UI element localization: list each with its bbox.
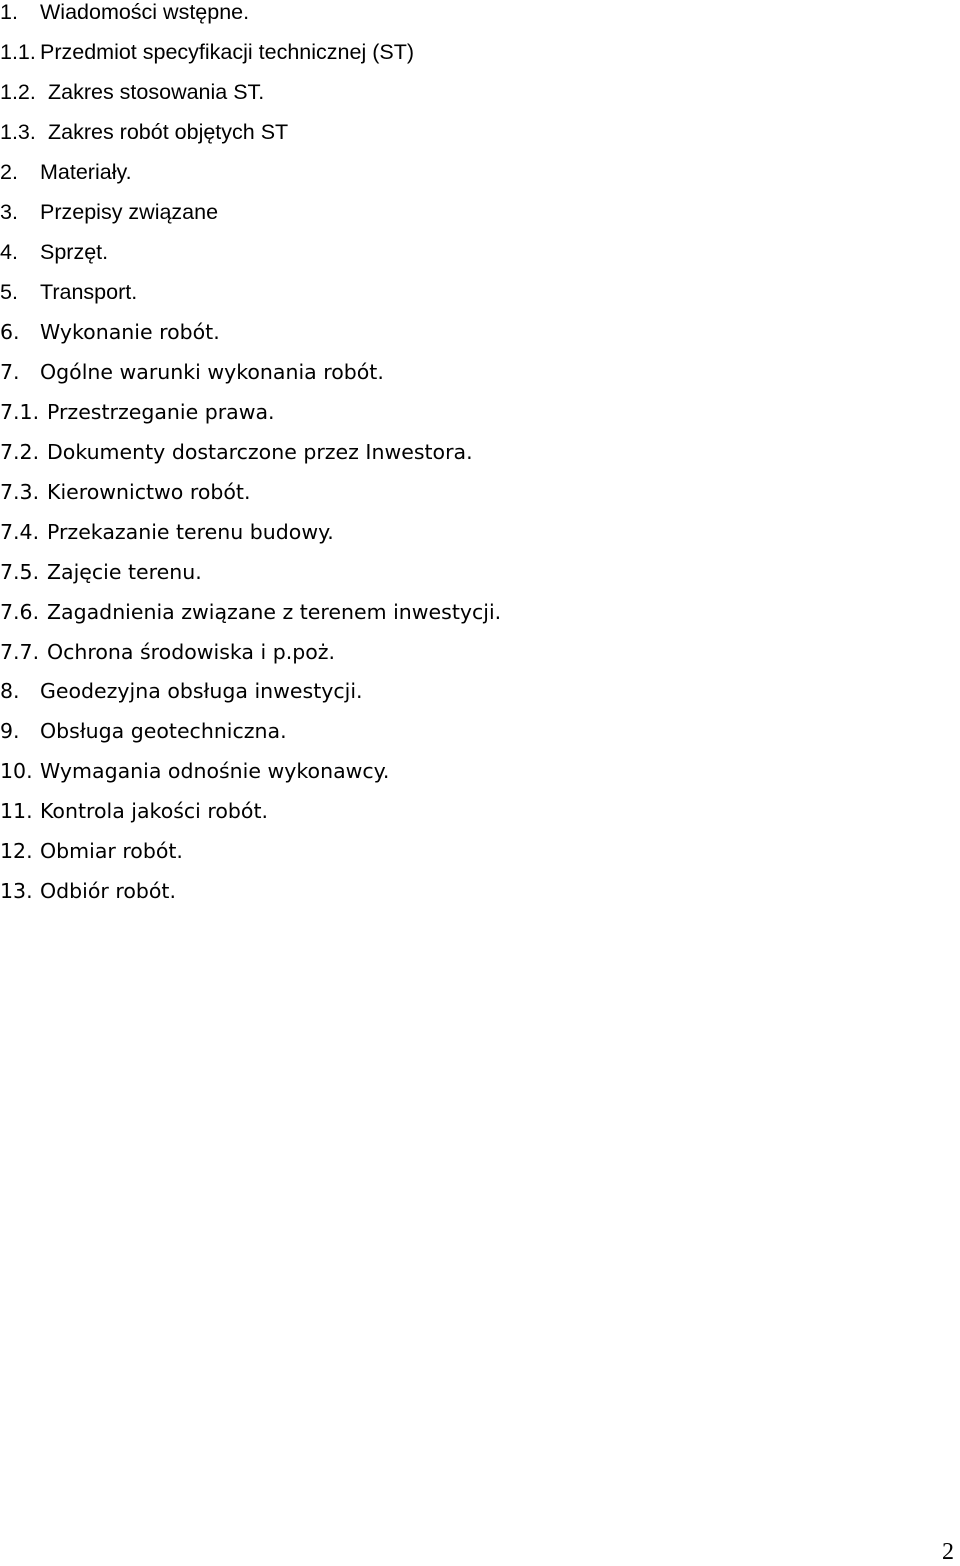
toc-item-number: 7.4. xyxy=(0,520,40,544)
toc-item-label: Zagadnienia związane z terenem inwestycji. xyxy=(47,600,502,624)
toc-item-label: Ochrona środowiska i p.poż. xyxy=(47,640,336,664)
toc-item-label: Obsługa geotechniczna. xyxy=(40,719,287,743)
toc-item-number: 7. xyxy=(0,360,20,384)
toc-item-label: Wiadomości wstępne. xyxy=(40,0,250,24)
toc-item-label: Materiały. xyxy=(40,160,132,184)
toc-item-label: Sprzęt. xyxy=(40,240,109,264)
toc-item-label: Kontrola jakości robót. xyxy=(40,799,269,823)
toc-item-label: Zakres robót objętych ST xyxy=(48,120,289,144)
toc-item-number: 4. xyxy=(0,240,18,264)
toc-item-number: 1.2. xyxy=(0,80,36,104)
toc-item-number: 11. xyxy=(0,799,33,823)
toc-item-label: Zakres stosowania ST. xyxy=(48,80,265,104)
toc-item-number: 7.6. xyxy=(0,600,40,624)
toc-item-label: Przekazanie terenu budowy. xyxy=(47,520,334,544)
toc-item-label: Zajęcie terenu. xyxy=(47,560,202,584)
toc-item-label: Transport. xyxy=(40,280,138,304)
toc-item-number: 3. xyxy=(0,200,18,224)
toc-item-label: Geodezyjna obsługa inwestycji. xyxy=(40,679,363,703)
toc-item-number: 2. xyxy=(0,160,18,184)
toc-item-number: 7.5. xyxy=(0,560,40,584)
toc-item-number: 12. xyxy=(0,839,33,863)
toc-item-number: 6. xyxy=(0,320,20,344)
page-number: 2 xyxy=(942,1539,954,1565)
toc-item-label: Przepisy związane xyxy=(40,200,219,224)
toc-item-number: 8. xyxy=(0,679,20,703)
toc-item-label: Kierownictwo robót. xyxy=(47,480,251,504)
toc-item-number: 7.2. xyxy=(0,440,40,464)
toc-item-label: Wymagania odnośnie wykonawcy. xyxy=(40,759,390,783)
toc-item-label: Wykonanie robót. xyxy=(40,320,220,344)
toc-item-label: Obmiar robót. xyxy=(40,839,183,863)
toc-item-label: Dokumenty dostarczone przez Inwestora. xyxy=(47,440,473,464)
toc-item-number: 1.3. xyxy=(0,120,36,144)
toc-item-number: 1. xyxy=(0,0,18,24)
toc-item-number: 9. xyxy=(0,719,20,743)
toc-item-number: 7.7. xyxy=(0,640,40,664)
toc-item-number: 1.1. xyxy=(0,40,36,64)
toc-item-number: 7.3. xyxy=(0,480,40,504)
toc-item-number: 13. xyxy=(0,879,33,903)
toc-item-number: 5. xyxy=(0,280,18,304)
toc-item-number: 10. xyxy=(0,759,33,783)
toc-item-label: Przestrzeganie prawa. xyxy=(47,400,275,424)
toc-item-label: Przedmiot specyfikacji technicznej (ST) xyxy=(40,40,414,64)
toc-item-label: Ogólne warunki wykonania robót. xyxy=(40,360,384,384)
toc-item-label: Odbiór robót. xyxy=(40,879,176,903)
toc-item-number: 7.1. xyxy=(0,400,40,424)
